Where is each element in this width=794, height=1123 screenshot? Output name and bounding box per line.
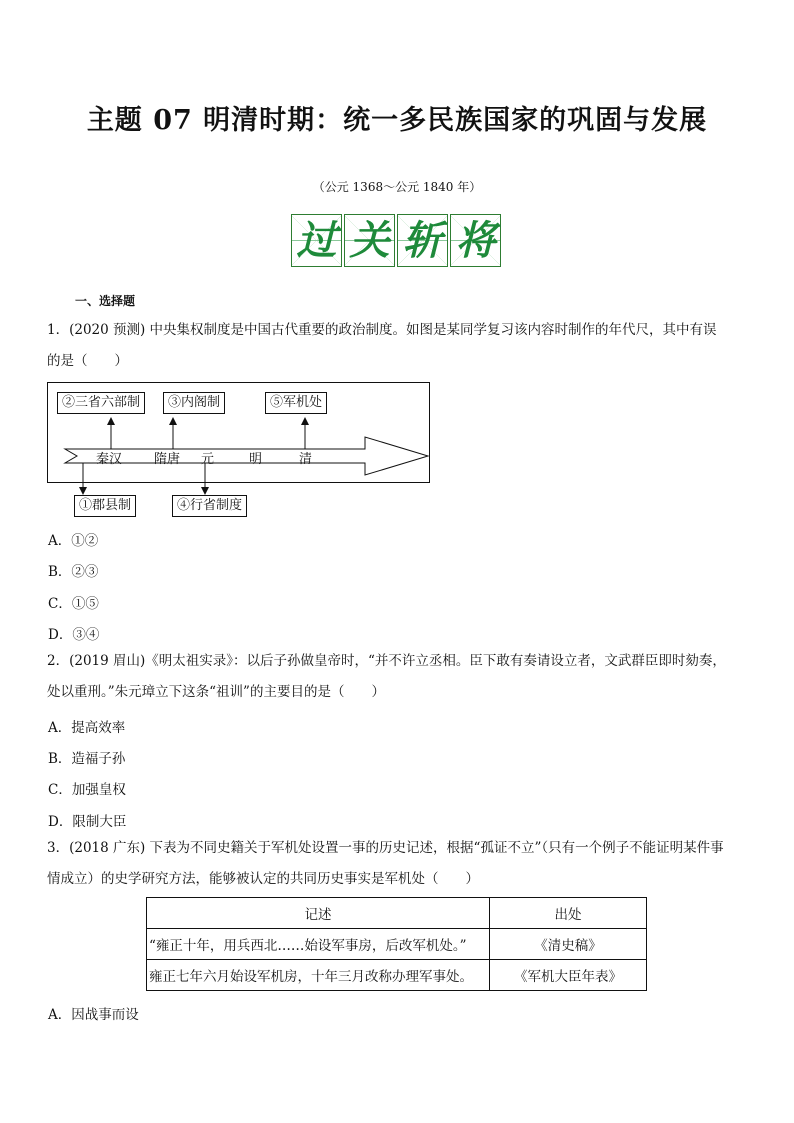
timeline-box-junjichu: ⑤军机处	[265, 392, 327, 414]
q1-option-b[interactable]: B．②③	[48, 564, 99, 580]
section-heading: 一、选择题	[75, 294, 136, 308]
table-row	[147, 929, 647, 960]
banner-char: 过	[296, 216, 337, 264]
q3-option-a[interactable]: A．因战事而设	[48, 1007, 139, 1023]
table-cell-source: 《军机大臣年表》	[490, 960, 647, 991]
banner-char: 关	[349, 216, 390, 264]
table-header-source: 出处	[490, 898, 647, 929]
timeline-diagram	[47, 381, 431, 519]
timeline-box-sansheng: ②三省六部制	[57, 392, 145, 414]
q1-option-a[interactable]: A．①②	[48, 533, 99, 549]
table-cell-source: 《清史稿》	[490, 929, 647, 960]
banner-char: 斩	[402, 216, 443, 264]
timeline-box-junxian: ①郡县制	[74, 495, 136, 517]
table-cell-desc: 雍正七年六月始设军机房，十年三月改称办理军事处。	[147, 960, 490, 991]
table-row	[147, 960, 647, 991]
question-3-stem	[47, 833, 752, 895]
question-1-stem	[47, 315, 752, 377]
banner-cell	[397, 214, 448, 267]
question-2-stem	[47, 646, 752, 708]
timeline-box-neige: ③内阁制	[163, 392, 225, 414]
q2-option-d[interactable]: D．限制大臣	[48, 814, 127, 830]
period-subtitle: （公元 1368～公元 1840 年）	[312, 180, 482, 194]
arrow-up-head	[169, 417, 177, 425]
question-1-line1: 1．(2020 预测) 中央集权制度是中国古代重要的政治制度。如图是某同学复习该内容时制作的年代尺，其中有误	[47, 322, 717, 338]
table-cell-desc: “雍正十年，用兵西北……始设军事房，后改军机处。”	[147, 929, 490, 960]
table-header-row	[147, 898, 647, 929]
question-1-line2: 的是（ ）	[47, 353, 128, 369]
arrow-down-head	[79, 487, 87, 495]
page-title: 主题 07 明清时期：统一多民族国家的巩固与发展	[86, 105, 708, 136]
arrow-down-head	[201, 487, 209, 495]
q2-option-a[interactable]: A．提高效率	[48, 720, 126, 736]
q1-option-c[interactable]: C．①⑤	[48, 596, 99, 612]
banner-guoguanzhanjiang	[291, 214, 503, 268]
banner-char: 将	[455, 216, 496, 264]
banner-cell	[291, 214, 342, 267]
question-3-line1: 3．(2018 广东) 下表为不同史籍关于军机处设置一事的历史记述，根据“孤证不立”（只有一个例子不能证明某件事	[47, 840, 724, 856]
banner-cell	[344, 214, 395, 267]
era-ming: 明	[249, 452, 263, 467]
era-qinhan: 秦汉	[96, 452, 123, 467]
q2-option-b[interactable]: B．造福子孙	[48, 751, 126, 767]
era-qing: 清	[299, 452, 313, 467]
question-2-line2: 处以重刑。”朱元璋立下这条“祖训”的主要目的是（ ）	[47, 684, 385, 700]
history-records-table	[146, 897, 647, 991]
banner-cell	[450, 214, 501, 267]
table-header-desc: 记述	[147, 898, 490, 929]
arrow-up-head	[107, 417, 115, 425]
question-3-line2: 情成立）的史学研究方法，能够被认定的共同历史事实是军机处（ ）	[47, 871, 479, 887]
era-suitang: 隋唐	[154, 452, 181, 467]
arrow-up-head	[301, 417, 309, 425]
timeline-box-xingsheng: ④行省制度	[172, 495, 247, 517]
question-2-line1: 2．(2019 眉山)《明太祖实录》：以后子孙做皇帝时，“并不许立丞相。臣下敢有奏请设立者，文武群臣即时劾奏，	[47, 653, 726, 669]
q1-option-d[interactable]: D．③④	[48, 627, 100, 643]
q2-option-c[interactable]: C．加强皇权	[48, 782, 126, 798]
era-yuan: 元	[201, 452, 215, 467]
